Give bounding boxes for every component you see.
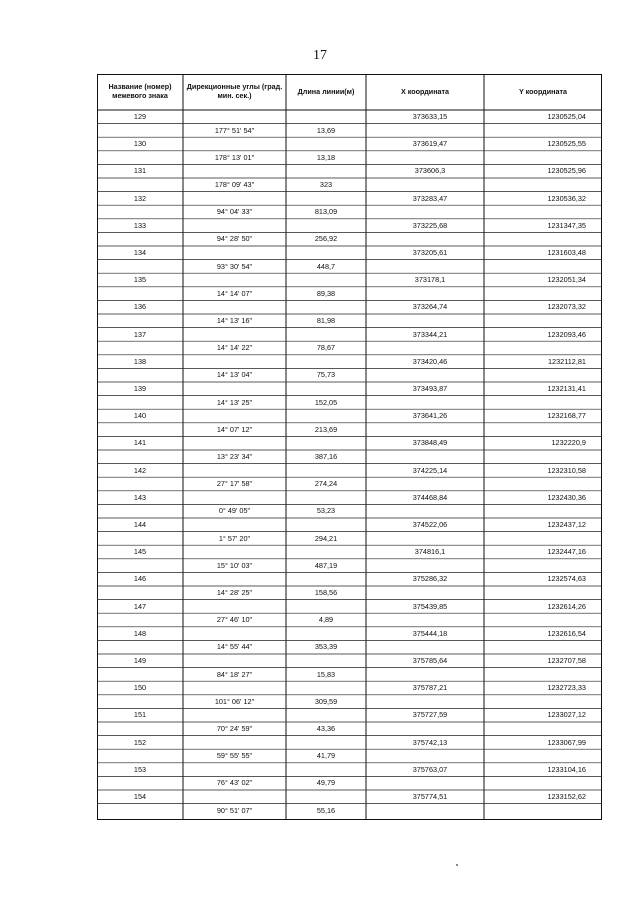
point-name: 129 bbox=[133, 112, 147, 121]
line-length: 158,56 bbox=[314, 588, 338, 597]
y-coordinate: 1232220,9 bbox=[551, 438, 586, 448]
direction-angle: 70° 24' 59" bbox=[216, 724, 253, 733]
line-length: 448,7 bbox=[316, 261, 336, 271]
x-coordinate: 374816,1 bbox=[414, 547, 446, 557]
point-name: 138 bbox=[133, 356, 147, 366]
point-name: 151 bbox=[133, 710, 147, 720]
line-length: 4,89 bbox=[318, 615, 334, 625]
header-line-length: Длина линии(м) bbox=[297, 86, 355, 96]
line-length: 13,18 bbox=[316, 152, 336, 162]
line-length: 294,21 bbox=[314, 533, 338, 543]
direction-angle: 27° 17' 58" bbox=[216, 479, 253, 489]
y-coordinate: 1231603,48 bbox=[547, 248, 586, 257]
direction-angle: 177° 51' 54" bbox=[214, 125, 255, 135]
point-name: 133 bbox=[133, 220, 147, 230]
x-coordinate: 375774,51 bbox=[412, 792, 448, 801]
x-coordinate: 375444,18 bbox=[412, 628, 448, 638]
x-coordinate: 375439,85 bbox=[412, 601, 448, 611]
line-length: 353,39 bbox=[314, 642, 338, 652]
x-coordinate: 373641,26 bbox=[412, 411, 448, 421]
y-coordinate: 1230525,96 bbox=[547, 166, 586, 176]
direction-angle: 14° 14' 07" bbox=[216, 288, 253, 298]
y-coordinate: 1232574,63 bbox=[547, 574, 586, 584]
x-coordinate: 375787,21 bbox=[412, 683, 448, 693]
y-coordinate: 1230525,04 bbox=[547, 112, 586, 121]
point-name: 137 bbox=[133, 329, 147, 339]
scan-speck bbox=[456, 864, 458, 866]
point-name: 131 bbox=[133, 166, 147, 176]
direction-angle: 1° 57' 20" bbox=[218, 533, 251, 543]
x-coordinate: 373420,46 bbox=[412, 356, 448, 366]
direction-angle: 14° 14' 22" bbox=[216, 343, 253, 353]
y-coordinate: 1232723,33 bbox=[547, 683, 586, 693]
direction-angle: 90° 51' 07" bbox=[216, 805, 253, 815]
point-name: 142 bbox=[133, 465, 147, 475]
direction-angle: 59° 55' 55" bbox=[216, 751, 253, 761]
y-coordinate: 1232437,12 bbox=[547, 520, 586, 529]
x-coordinate: 375742,13 bbox=[412, 737, 448, 747]
point-name: 147 bbox=[133, 601, 147, 611]
y-coordinate: 1232051,34 bbox=[547, 275, 586, 285]
x-coordinate: 375785,64 bbox=[412, 656, 448, 665]
y-coordinate: 1232073,32 bbox=[547, 302, 586, 312]
line-length: 55,16 bbox=[316, 805, 336, 815]
y-coordinate: 1233104,16 bbox=[547, 764, 586, 774]
x-coordinate: 375727,59 bbox=[412, 710, 448, 720]
header-y-coordinate: Y координата bbox=[519, 86, 567, 96]
x-coordinate: 374522,06 bbox=[412, 520, 448, 529]
line-length: 387,16 bbox=[314, 452, 338, 461]
boundary-coordinates-table bbox=[97, 74, 602, 820]
direction-angle: 13° 23' 34" bbox=[216, 452, 253, 461]
point-name: 150 bbox=[133, 683, 147, 693]
direction-angle: 94° 04' 33" bbox=[216, 207, 253, 217]
y-coordinate: 1232168,77 bbox=[547, 411, 586, 421]
direction-angle: 14° 13' 16" bbox=[216, 316, 253, 325]
y-coordinate: 1233152,62 bbox=[547, 792, 586, 801]
x-coordinate: 374468,84 bbox=[412, 492, 448, 502]
point-name: 134 bbox=[133, 248, 147, 257]
point-name: 144 bbox=[133, 520, 147, 529]
line-length: 78,67 bbox=[316, 343, 336, 353]
direction-angle: 76° 43' 02" bbox=[216, 778, 253, 788]
y-coordinate: 1232616,54 bbox=[547, 628, 586, 638]
line-length: 41,79 bbox=[316, 751, 336, 761]
line-length: 75,73 bbox=[316, 370, 336, 380]
point-name: 139 bbox=[133, 384, 147, 393]
line-length: 43,36 bbox=[316, 724, 336, 733]
y-coordinate: 1231347,35 bbox=[547, 220, 586, 230]
x-coordinate: 373178,1 bbox=[414, 275, 446, 285]
direction-angle: 84° 18' 27" bbox=[216, 669, 253, 679]
header-point-name: Название (номер) межевого знака bbox=[108, 82, 172, 100]
point-name: 153 bbox=[133, 764, 147, 774]
x-coordinate: 373606,3 bbox=[414, 166, 446, 176]
line-length: 213,69 bbox=[314, 424, 338, 434]
direction-angle: 0° 49' 05" bbox=[218, 506, 251, 516]
y-coordinate: 1232093,46 bbox=[547, 329, 586, 339]
y-coordinate: 1232310,58 bbox=[547, 465, 586, 475]
line-length: 487,19 bbox=[314, 560, 338, 570]
line-length: 49,79 bbox=[316, 778, 336, 788]
line-length: 15,83 bbox=[316, 669, 336, 679]
line-length: 89,38 bbox=[316, 288, 336, 298]
y-coordinate: 1232430,36 bbox=[547, 492, 586, 502]
point-name: 152 bbox=[133, 737, 147, 747]
point-name: 146 bbox=[133, 574, 147, 584]
x-coordinate: 374225,14 bbox=[412, 465, 448, 475]
direction-angle: 14° 28' 25" bbox=[216, 588, 253, 597]
y-coordinate: 1230536,32 bbox=[547, 193, 586, 203]
direction-angle: 101° 06' 12" bbox=[214, 696, 255, 706]
direction-angle: 178° 09' 43" bbox=[214, 180, 255, 189]
line-length: 309,59 bbox=[314, 696, 338, 706]
y-coordinate: 1232707,58 bbox=[547, 656, 586, 665]
line-length: 274,24 bbox=[314, 479, 338, 489]
x-coordinate: 373225,68 bbox=[412, 220, 448, 230]
x-coordinate: 373848,49 bbox=[412, 438, 448, 448]
point-name: 149 bbox=[133, 656, 147, 665]
point-name: 130 bbox=[133, 139, 147, 149]
direction-angle: 93° 30' 54" bbox=[216, 261, 253, 271]
point-name: 141 bbox=[133, 438, 147, 448]
direction-angle: 14° 07' 12" bbox=[216, 424, 253, 434]
x-coordinate: 373283,47 bbox=[412, 193, 448, 203]
x-coordinate: 373619,47 bbox=[412, 139, 448, 149]
point-name: 143 bbox=[133, 492, 147, 502]
y-coordinate: 1233027,12 bbox=[547, 710, 586, 720]
x-coordinate: 373493,87 bbox=[412, 384, 448, 393]
line-length: 323 bbox=[319, 180, 333, 189]
direction-angle: 14° 13' 04" bbox=[216, 370, 253, 380]
point-name: 135 bbox=[133, 275, 147, 285]
x-coordinate: 375286,32 bbox=[412, 574, 448, 584]
x-coordinate: 373205,61 bbox=[412, 248, 448, 257]
y-coordinate: 1230525,55 bbox=[547, 139, 586, 149]
line-length: 256,92 bbox=[314, 234, 338, 244]
x-coordinate: 373344,21 bbox=[412, 329, 448, 339]
y-coordinate: 1232131,41 bbox=[547, 384, 586, 393]
line-length: 13,69 bbox=[316, 125, 336, 135]
x-coordinate: 373264,74 bbox=[412, 302, 448, 312]
line-length: 53,23 bbox=[316, 506, 336, 516]
direction-angle: 14° 55' 44" bbox=[216, 642, 253, 652]
line-length: 813,09 bbox=[314, 207, 338, 217]
line-length: 81,98 bbox=[316, 316, 336, 325]
point-name: 136 bbox=[133, 302, 147, 312]
point-name: 148 bbox=[133, 628, 147, 638]
header-x-coordinate: X координата bbox=[400, 86, 450, 96]
y-coordinate: 1232614,26 bbox=[547, 601, 586, 611]
point-name: 132 bbox=[133, 193, 147, 203]
direction-angle: 14° 13' 25" bbox=[216, 397, 253, 407]
direction-angle: 178° 13' 01" bbox=[214, 152, 255, 162]
y-coordinate: 1233067,99 bbox=[547, 737, 586, 747]
y-coordinate: 1232447,16 bbox=[547, 547, 586, 557]
point-name: 145 bbox=[133, 547, 147, 557]
x-coordinate: 373633,15 bbox=[412, 112, 448, 121]
line-length: 152,05 bbox=[314, 397, 338, 407]
x-coordinate: 375763,07 bbox=[412, 764, 448, 774]
direction-angle: 15° 10' 03" bbox=[216, 560, 253, 570]
direction-angle: 27° 46' 10" bbox=[216, 615, 253, 625]
point-name: 140 bbox=[133, 411, 147, 421]
header-direction-angle: Дирекционные углы (град. мин. сек.) bbox=[186, 82, 283, 100]
page-number: 17 bbox=[313, 48, 327, 63]
point-name: 154 bbox=[133, 792, 147, 801]
direction-angle: 94° 28' 50" bbox=[216, 234, 253, 244]
y-coordinate: 1232112,81 bbox=[547, 356, 586, 366]
